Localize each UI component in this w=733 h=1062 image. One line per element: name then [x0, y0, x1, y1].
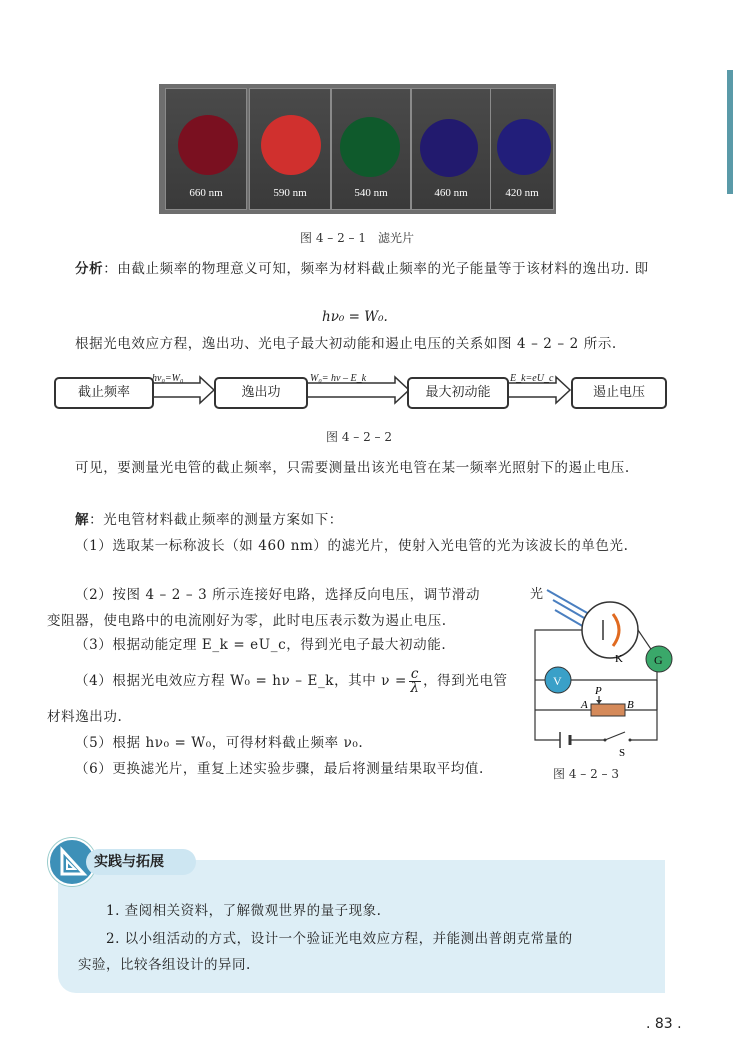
practice-item-2a: 2. 以小组活动的方式，设计一个验证光电效应方程，并能测出普朗克常量的	[106, 931, 573, 947]
practice-item-2b: 实验，比较各组设计的异同.	[78, 957, 251, 973]
flow-label-3: E_k=eU_c	[510, 373, 554, 384]
filter-plate-4	[411, 88, 491, 210]
filter-photo	[159, 84, 556, 214]
step-3: （3）根据动能定理 E_k = eU_c，得到光电子最大初动能.	[75, 637, 447, 653]
step-4-text-a: （4）根据光电效应方程 W₀ = hν – E_k，其中 ν =	[75, 673, 407, 689]
flow-label-1: hν₀=W₀	[152, 373, 184, 384]
label-v: V	[553, 674, 562, 688]
practice-item-1: 1. 查阅相关资料，了解微观世界的量子现象.	[106, 903, 382, 919]
filter-label-3: 540 nm	[354, 187, 388, 199]
flow-box-stopping-voltage: 遏止电压	[571, 377, 667, 409]
filter-label-5: 420 nm	[505, 187, 539, 199]
filter-disc-5	[497, 119, 551, 175]
practice-title: 实践与拓展	[86, 849, 196, 875]
label-s: S	[619, 747, 626, 759]
chapter-tab	[727, 70, 733, 194]
filter-disc-3	[340, 117, 400, 177]
analysis-paragraph	[47, 256, 672, 282]
equation-cutoff: hν₀ = W₀.	[322, 309, 388, 325]
solution-label: 解	[75, 512, 90, 528]
rheostat	[591, 704, 625, 716]
flow-box-max-kinetic-energy: 最大初动能	[407, 377, 509, 409]
filter-plate-3	[331, 88, 411, 210]
filter-disc-4	[420, 119, 478, 177]
flow-label-2: W₀= hν – E_k	[310, 373, 367, 384]
flow-box-work-function: 逸出功	[214, 377, 308, 409]
figure-caption-3: 图 4 – 2 – 3	[553, 767, 619, 781]
label-a: A	[581, 699, 588, 711]
label-b: B	[627, 699, 634, 711]
step-2a: （2）按图 4 – 2 – 3 所示连接好电路，选择反向电压，调节滑动	[75, 587, 481, 603]
step-1: （1）选取某一标称波长（如 460 nm）的滤光片，使射入光电管的光为该波长的单色光.	[75, 538, 629, 554]
filter-disc-1	[178, 115, 238, 175]
solution-intro	[47, 507, 672, 533]
switch-s	[605, 732, 625, 740]
label-k: K	[615, 653, 623, 665]
filter-label-2: 590 nm	[273, 187, 307, 199]
label-g: G	[654, 653, 663, 667]
filter-label-4: 460 nm	[434, 187, 468, 199]
figure-caption-2: 图 4 – 2 – 2	[326, 430, 392, 444]
fraction-c-over-lambda	[409, 668, 421, 695]
page-number: . 83 .	[646, 1016, 682, 1032]
label-p: P	[595, 685, 602, 697]
filter-label-1: 660 nm	[189, 187, 223, 199]
step-4	[47, 668, 522, 695]
step-2b: 变阻器，使电路中的电流刚好为零，此时电压表示数为遏止电压.	[47, 613, 447, 629]
step-4-text-b: ，得到光电管	[423, 673, 508, 689]
fraction-numerator: c	[410, 666, 420, 682]
filter-plate-2	[249, 88, 331, 210]
filter-plate-1	[165, 88, 247, 210]
light-label: 光	[530, 587, 544, 602]
step-5: （5）根据 hν₀ = W₀，可得材料截止频率 ν₀.	[75, 735, 364, 751]
step-6: （6）更换滤光片，重复上述实验步骤，最后将测量结果取平均值.	[75, 761, 484, 777]
filter-plate-5	[490, 88, 554, 210]
filter-disc-2	[261, 115, 321, 175]
conclusion-paragraph: 可见，要测量光电管的截止频率，只需要测量出该光电管在某一频率光照射下的遏止电压.	[75, 460, 630, 476]
step-4c: 材料逸出功.	[47, 709, 123, 725]
solution-intro-text: ：光电管材料截止频率的测量方案如下：	[89, 512, 343, 528]
phototube	[582, 602, 638, 658]
figure-caption-1: 图 4 – 2 – 1 滤光片	[300, 231, 414, 245]
fraction-denominator: λ	[410, 680, 420, 696]
circuit-diagram	[525, 580, 675, 760]
analysis-text: ：由截止频率的物理意义可知，频率为材料截止频率的光子能量等于该材料的逸出功. 即	[103, 261, 649, 277]
relation-paragraph: 根据光电效应方程，逸出功、光电子最大初动能和遏止电压的关系如图 4 – 2 – 2 所示.	[75, 336, 617, 352]
analysis-label: 分析	[75, 261, 104, 277]
flow-box-cutoff-frequency: 截止频率	[54, 377, 154, 409]
